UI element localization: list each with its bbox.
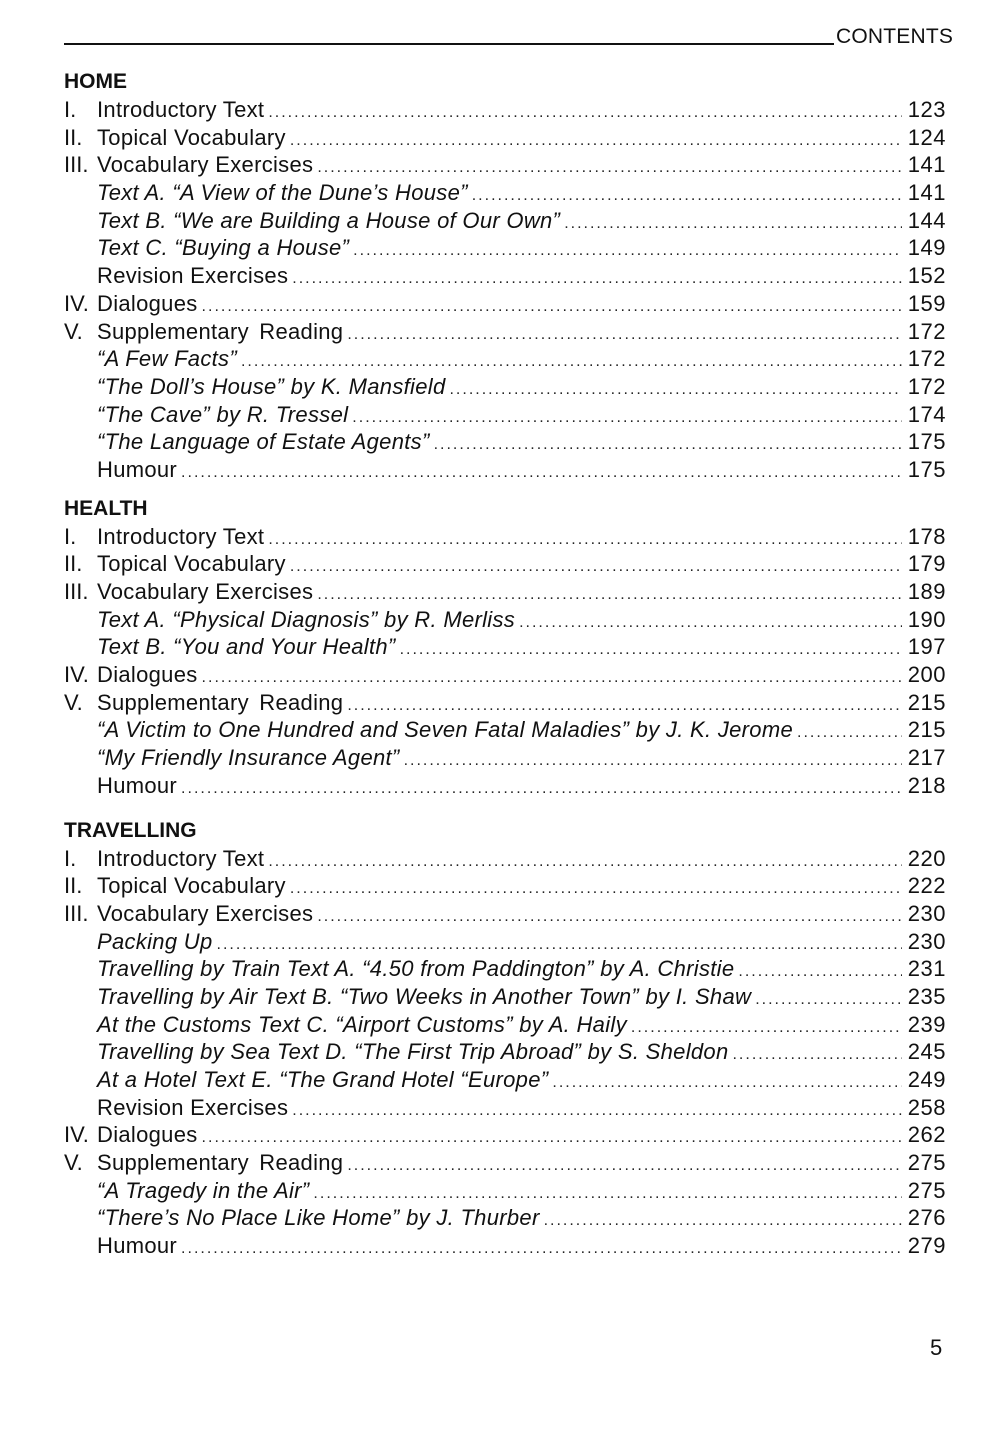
entry-title: Topical Vocabulary [97,551,286,577]
toc-entry [64,928,946,956]
entry-title: Text C. “Buying a House” [97,235,350,261]
toc-section [64,495,946,800]
toc-entry [64,318,946,346]
entry-page-number: 179 [907,551,946,577]
entry-page-number: 279 [907,1233,946,1259]
toc-entry [64,1038,946,1066]
entry-title: Revision Exercises [97,1094,289,1120]
entry-numeral: III. [64,900,89,926]
entry-title: At a Hotel Text E. “The Grand Hotel “Europe” [97,1067,549,1092]
toc-entry [64,1232,946,1260]
toc-entry [64,578,946,606]
entry-numeral: IV. [64,1122,89,1148]
toc-entry [64,456,946,484]
dot-leader [202,1124,902,1152]
entry-page-number: 172 [907,346,946,372]
dot-leader [564,210,902,238]
entry-title: Supplementary Reading [97,689,344,715]
entry-title: Dialogues [97,290,198,316]
entry-page-number: 218 [907,772,946,798]
dot-leader [519,609,902,637]
entry-numeral: IV. [64,290,89,316]
entry-numeral: I. [64,523,77,549]
dot-leader [472,182,902,210]
entry-page-number: 141 [907,152,946,178]
entry-numeral: V. [64,689,83,715]
table-of-contents [64,68,946,1260]
dot-leader [290,875,902,903]
entry-page-number: 152 [907,263,946,289]
dot-leader [241,348,902,376]
entry-page-number: 249 [907,1067,946,1092]
entry-page-number: 175 [907,456,946,482]
entry-page-number: 149 [907,235,946,261]
toc-entry [64,689,946,717]
toc-entry [64,234,946,262]
dot-leader [217,931,902,959]
dot-leader [797,719,902,747]
section-title: TRAVELLING [64,818,197,842]
toc-entry [64,955,946,983]
entry-title: Introductory Text [97,97,265,122]
dot-leader [347,692,902,720]
entry-title: Supplementary Reading [97,318,344,344]
running-header: CONTENTS [836,25,954,48]
toc-entry [64,1177,946,1205]
dot-leader [732,1041,902,1069]
entry-title: “A Victim to One Hundred and Seven Fatal Maladies” by J. K. Jerome [97,717,793,743]
entry-page-number: 215 [907,717,946,743]
toc-entry [64,179,946,207]
toc-entry [64,900,946,928]
toc-entry [64,151,946,179]
toc-entry [64,1011,946,1039]
section-title: HOME [64,70,127,93]
page-number: 5 [930,1335,943,1360]
entry-numeral: IV. [64,662,89,688]
dot-leader [400,636,902,664]
entry-page-number: 172 [907,318,946,344]
entry-page-number: 220 [907,845,946,871]
toc-entry [64,1066,946,1094]
dot-leader [317,581,902,609]
entry-title: Supplementary Reading [97,1150,344,1176]
toc-entry [64,401,946,429]
entry-page-number: 262 [907,1122,946,1148]
entry-page-number: 200 [907,662,946,688]
entry-numeral: I. [64,97,77,122]
toc-entry [64,262,946,290]
toc-entry [64,345,946,373]
entry-page-number: 275 [907,1177,946,1203]
entry-title: Humour [97,1233,178,1259]
toc-entry [64,872,946,900]
toc-entry [64,1094,946,1122]
entry-title: “There’s No Place Like Home” by J. Thurber [97,1205,540,1231]
toc-entry [64,983,946,1011]
toc-entry [64,744,946,772]
entry-page-number: 190 [907,606,946,632]
entry-page-number: 178 [907,523,946,549]
entry-title: Topical Vocabulary [97,124,286,150]
dot-leader [434,431,902,459]
entry-page-number: 123 [907,97,946,122]
dot-leader [544,1207,902,1235]
header-rule [64,43,834,45]
entry-title: Revision Exercises [97,263,289,289]
toc-entry [64,772,946,800]
toc-entry [64,290,946,318]
toc-entry [64,661,946,689]
entry-page-number: 189 [907,579,946,604]
entry-page-number: 258 [907,1094,946,1120]
entry-page-number: 175 [907,429,946,455]
dot-leader [292,265,902,293]
toc-section [64,817,946,1260]
entry-page-number: 230 [907,900,946,926]
entry-page-number: 174 [907,401,946,427]
toc-entry [64,428,946,456]
toc-entry [64,523,946,551]
entry-page-number: 124 [907,124,946,150]
dot-leader [290,127,902,155]
entry-page-number: 276 [907,1205,946,1231]
entry-numeral: V. [64,318,83,344]
entry-page-number: 172 [907,373,946,399]
entry-title: Vocabulary Exercises [97,152,314,178]
dot-leader [268,99,902,127]
toc-entry [64,716,946,744]
toc-section [64,68,946,484]
entry-title: Dialogues [97,1122,198,1148]
dot-leader [755,986,902,1014]
entry-title: Travelling by Sea Text D. “The First Trip Abroad” by S. Sheldon [97,1039,729,1065]
toc-entry [64,1204,946,1232]
entry-page-number: 141 [907,180,946,206]
entry-title: Humour [97,456,178,482]
entry-title: “The Doll’s House” by K. Mansfield [97,373,446,399]
dot-leader [552,1069,902,1097]
entry-numeral: I. [64,845,77,871]
entry-title: Text B. “You and Your Health” [97,634,396,660]
toc-entry [64,633,946,661]
dot-leader [353,237,902,265]
toc-entry [64,373,946,401]
toc-entry [64,550,946,578]
entry-title: “A Tragedy in the Air” [97,1177,310,1203]
entry-page-number: 159 [907,290,946,316]
dot-leader [352,404,902,432]
entry-page-number: 230 [907,928,946,954]
entry-page-number: 239 [907,1011,946,1037]
entry-title: Vocabulary Exercises [97,900,314,926]
dot-leader [181,459,902,487]
dot-leader [202,664,902,692]
entry-page-number: 197 [907,634,946,660]
entry-page-number: 215 [907,689,946,715]
entry-page-number: 217 [907,745,946,771]
entry-numeral: III. [64,152,89,178]
dot-leader [317,903,902,931]
entry-title: Humour [97,772,178,798]
dot-leader [631,1014,902,1042]
entry-title: Topical Vocabulary [97,873,286,899]
dot-leader [292,1097,902,1125]
toc-entry [64,1149,946,1177]
entry-page-number: 235 [907,983,946,1009]
dot-leader [449,376,902,404]
entry-title: Packing Up [97,928,213,954]
entry-page-number: 144 [907,207,946,233]
entry-title: Dialogues [97,662,198,688]
dot-leader [268,848,902,876]
dot-leader [738,958,902,986]
entry-title: At the Customs Text C. “Airport Customs” by A. Haily [97,1011,627,1037]
entry-title: Travelling by Air Text B. “Two Weeks in Another Town” by I. Shaw [97,983,752,1009]
entry-title: “My Friendly Insurance Agent” [97,745,400,771]
toc-entry [64,845,946,873]
entry-page-number: 231 [907,956,946,982]
toc-entry [64,1121,946,1149]
entry-title: Text B. “We are Building a House of Our Own” [97,207,561,233]
entry-numeral: II. [64,551,83,577]
entry-title: Text A. “A View of the Dune’s House” [97,180,468,206]
dot-leader [268,526,902,554]
dot-leader [313,1180,902,1208]
toc-entry [64,124,946,152]
dot-leader [181,775,902,803]
dot-leader [202,293,902,321]
dot-leader [317,154,902,182]
entry-numeral: II. [64,873,83,899]
entry-title: Introductory Text [97,845,265,871]
entry-numeral: II. [64,124,83,150]
entry-title: Text A. “Physical Diagnosis” by R. Merliss [97,606,516,632]
entry-title: “The Language of Estate Agents” [97,429,430,455]
toc-entry [64,96,946,124]
entry-title: Introductory Text [97,523,265,549]
entry-page-number: 222 [907,873,946,899]
dot-leader [404,747,902,775]
entry-numeral: III. [64,579,89,604]
entry-title: “A Few Facts” [97,346,237,372]
toc-entry [64,606,946,634]
entry-numeral: V. [64,1150,83,1176]
dot-leader [347,1152,902,1180]
section-title: HEALTH [64,496,148,520]
dot-leader [181,1235,902,1263]
dot-leader [347,321,902,349]
entry-page-number: 245 [907,1039,946,1065]
entry-title: Vocabulary Exercises [97,579,314,604]
toc-entry [64,207,946,235]
entry-title: “The Cave” by R. Tressel [97,401,349,427]
dot-leader [290,553,902,581]
entry-title: Travelling by Train Text A. “4.50 from Paddington” by A. Christie [97,956,735,982]
entry-page-number: 275 [907,1150,946,1176]
